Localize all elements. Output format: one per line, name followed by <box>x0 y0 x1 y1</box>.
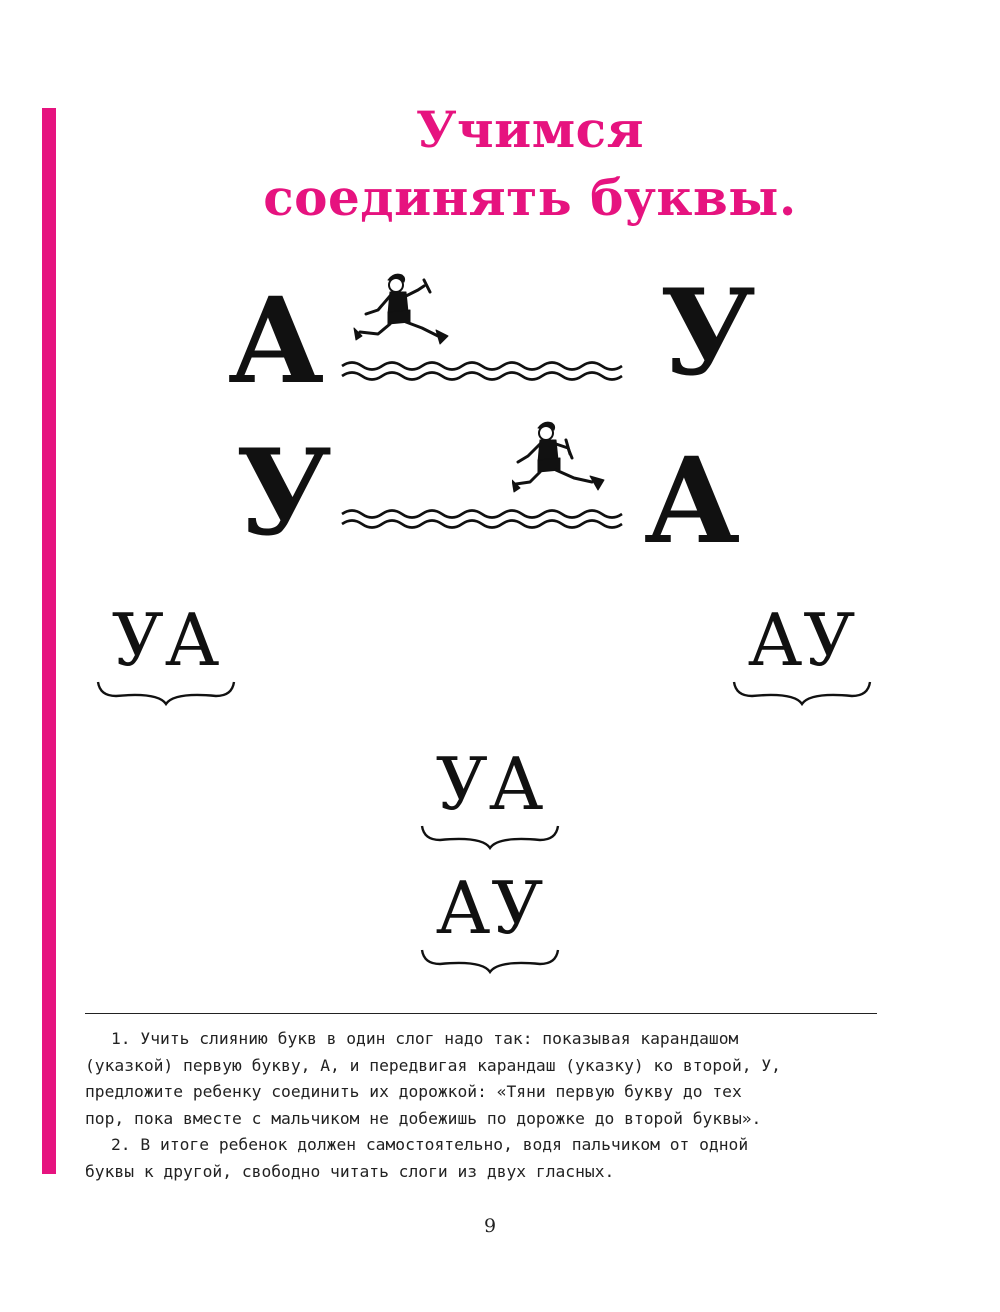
page-title-line-1: Учимся <box>415 100 645 159</box>
running-boy-icon <box>352 270 452 352</box>
syllable-block-right <box>712 598 892 712</box>
footnote <box>85 1026 885 1186</box>
page-title-line-2: соединять буквы. <box>263 168 797 227</box>
syllable-block-left <box>76 598 256 712</box>
syllable-center-bottom: АУ <box>435 866 545 950</box>
page-number: 9 <box>483 1215 497 1237</box>
footnote-line: 2. В итоге ребенок должен самостоятельно, водя пальчиком от одной <box>111 1135 749 1155</box>
syllable-block-center-bottom <box>400 866 580 980</box>
row2-right-letter: А <box>644 431 741 570</box>
wavy-track-icon <box>340 506 632 530</box>
syllable-right: АУ <box>747 598 857 682</box>
footnote-line: пор, пока вместе с мальчиком не добежишь по дорожке до второй буквы». <box>85 1108 762 1128</box>
row1-left-letter: А <box>228 271 325 410</box>
footnote-line: буквы к другой, свободно читать слоги из двух гласных. <box>85 1161 615 1181</box>
row1-right-letter: У <box>660 263 756 402</box>
syllable-center-top: УА <box>435 742 545 826</box>
footnote-line: предложите ребенку соединить их дорожкой: «Тяни первую букву до тех <box>85 1082 742 1102</box>
footnote-line: 1. Учить слиянию букв в один слог надо так: показывая карандашом <box>111 1029 739 1048</box>
wavy-track-icon <box>340 358 632 382</box>
running-boy-icon <box>512 418 612 500</box>
syllable-block-center-top <box>400 742 580 856</box>
footnote-line: (указкой) первую букву, А, и передвигая карандаш (указку) ко второй, У, <box>85 1055 781 1075</box>
syllable-left: УА <box>111 598 221 682</box>
row2-left-letter: У <box>236 423 332 562</box>
accent-edge-bar <box>42 108 56 1174</box>
footnote-divider <box>85 1013 877 1014</box>
